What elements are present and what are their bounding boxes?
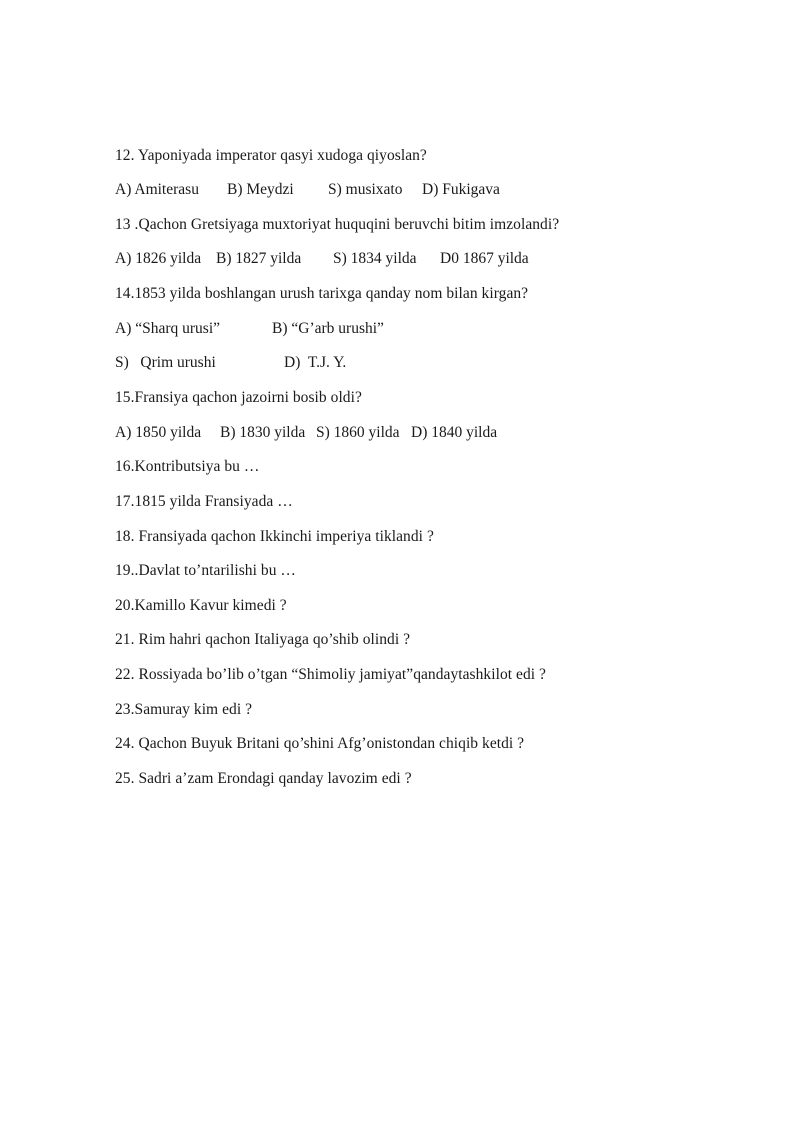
option-d: D) T.J. Y. [284,354,347,371]
question-23: 23.Samuray kim edi ? [115,701,253,718]
question-24: 24. Qachon Buyuk Britani qo’shini Afg’onistondan chiqib ketdi ? [115,735,525,752]
option-a: A) 1850 yilda [115,424,202,441]
question-17: 17.1815 yilda Fransiyada … [115,493,293,510]
question-13: 13 .Qachon Gretsiyaga muxtoriyat huquqini beruvchi bitim imzolandi? [115,216,560,233]
option-a: A) “Sharq urusi” [115,320,221,337]
option-d: D) 1840 yilda [411,424,498,441]
question-25: 25. Sadri a’zam Erondagi qanday lavozim edi ? [115,770,412,787]
question-21: 21. Rim hahri qachon Italiyaga qo’shib olindi ? [115,631,411,648]
option-a: A) 1826 yilda [115,250,202,267]
option-c: S) 1834 yilda [333,250,417,267]
option-c: S) musixato [328,181,403,198]
question-14: 14.1853 yilda boshlangan urush tarixga qanday nom bilan kirgan? [115,285,529,302]
question-20: 20.Kamillo Kavur kimedi ? [115,597,287,614]
question-16: 16.Kontributsiya bu … [115,458,260,475]
option-a: A) Amiterasu [115,181,199,198]
question-19: 19..Davlat to’ntarilishi bu … [115,562,296,579]
option-b: B) 1827 yilda [216,250,302,267]
question-12: 12. Yaponiyada imperator qasyi xudoga qiyoslan? [115,147,427,164]
question-18: 18. Fransiyada qachon Ikkinchi imperiya tiklandi ? [115,528,434,545]
option-d: D0 1867 yilda [440,250,529,267]
option-b: B) 1830 yilda [220,424,306,441]
option-c: S) Qrim urushi [115,354,216,371]
question-15: 15.Fransiya qachon jazoirni bosib oldi? [115,389,362,406]
option-b: B) Meydzi [227,181,294,198]
option-d: D) Fukigava [422,181,500,198]
option-b: B) “G’arb urushi” [272,320,384,337]
option-c: S) 1860 yilda [316,424,400,441]
question-22: 22. Rossiyada bo’lib o’tgan “Shimoliy jamiyat”qandaytashkilot edi ? [115,666,546,683]
